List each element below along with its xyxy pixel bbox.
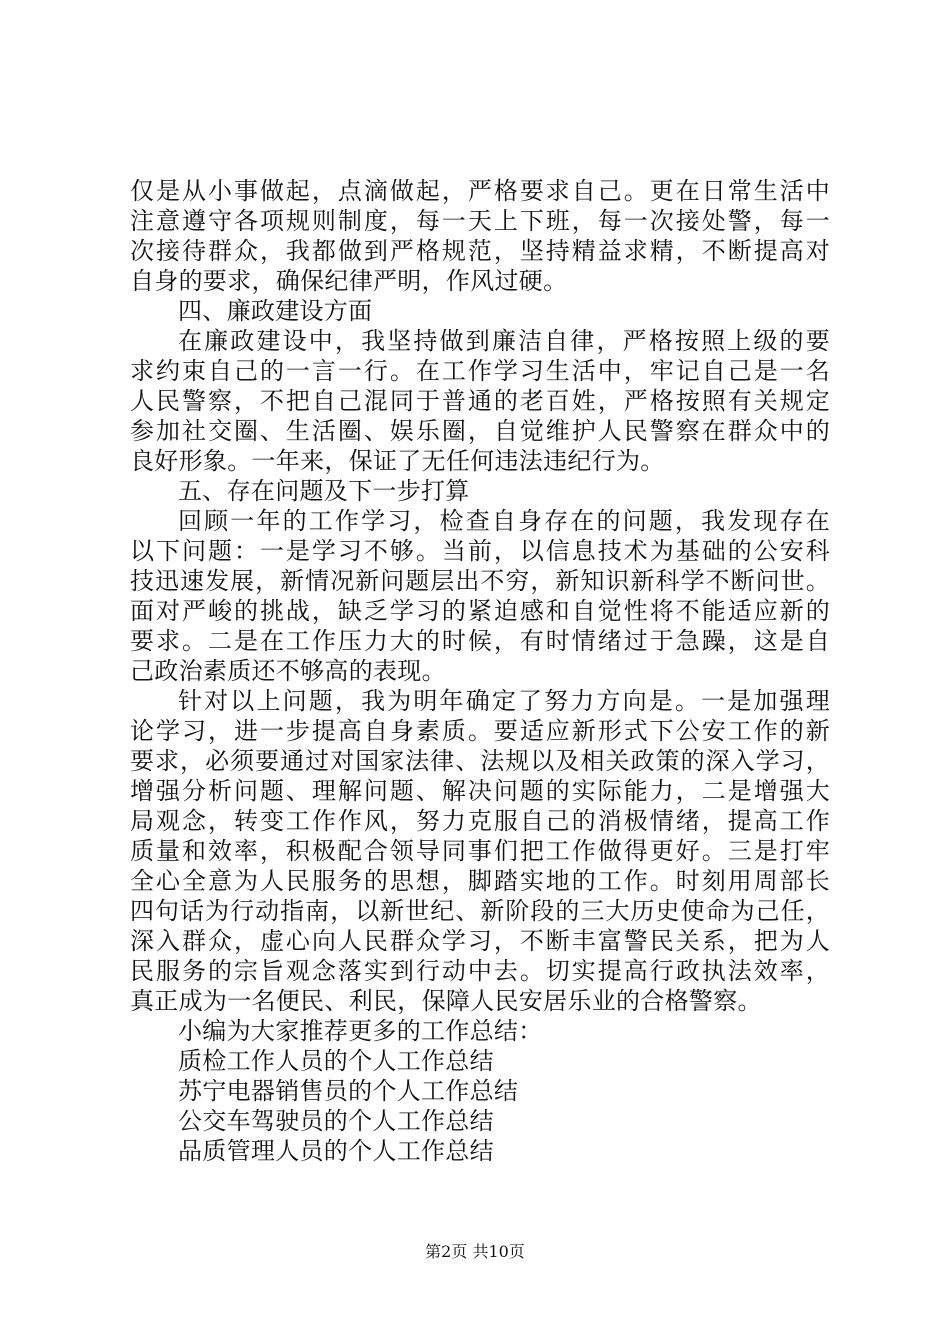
text-line: 真正成为一名便民、利民，保障人民安居乐业的合格警察。 [130,987,762,1015]
text-line: 技迅速发展，新情况新问题层出不穷，新知识新科学不断问世。 [130,567,830,595]
text-line: 仅是从小事做起，点滴做起，严格要求自己。更在日常生活中 [130,177,830,205]
text-line: 针对以上问题，我为明年确定了努力方向是。一是加强理 [178,687,830,715]
text-line: 要求。二是在工作压力大的时候，有时情绪过于急躁，这是自 [130,627,830,655]
text-line: 人民警察，不把自己混同于普通的老百姓，严格按照有关规定 [130,387,830,415]
related-link[interactable]: 质检工作人员的个人工作总结 [178,1047,494,1075]
text-line: 论学习，进一步提高自身素质。要适应新形式下公安工作的新 [130,717,830,745]
text-line: 全心全意为人民服务的思想，脚踏实地的工作。时刻用周部长 [130,867,830,895]
text-line: 局观念，转变工作作风，努力克服自己的消极情绪，提高工作 [130,807,830,835]
related-link[interactable]: 苏宁电器销售员的个人工作总结 [178,1077,519,1105]
section-heading: 五、存在问题及下一步打算 [178,477,470,505]
text-line: 民服务的宗旨观念落实到行动中去。切实提高行政执法效率， [130,957,830,985]
text-line: 以下问题：一是学习不够。当前，以信息技术为基础的公安科 [130,537,830,565]
text-line: 面对严峻的挑战，缺乏学习的紧迫感和自觉性将不能适应新的 [130,597,830,625]
text-line: 注意遵守各项规则制度，每一天上下班，每一次接处警，每一 [130,207,830,235]
text-line: 增强分析问题、理解问题、解决问题的实际能力，二是增强大 [130,777,830,805]
text-line: 小编为大家推荐更多的工作总结： [178,1017,543,1045]
related-link[interactable]: 公交车驾驶员的个人工作总结 [178,1107,494,1135]
text-line: 求约束自己的一言一行。在工作学习生活中，牢记自己是一名 [130,357,830,385]
text-line: 次接待群众，我都做到严格规范，坚持精益求精，不断提高对 [130,237,830,265]
related-link[interactable]: 品质管理人员的个人工作总结 [178,1137,494,1165]
text-line: 在廉政建设中，我坚持做到廉洁自律，严格按照上级的要 [178,327,830,355]
text-line: 己政治素质还不够高的表现。 [130,657,446,685]
text-line: 四句话为行动指南，以新世纪、新阶段的三大历史使命为己任， [130,897,830,925]
text-line: 良好形象。一年来，保证了无任何违法违纪行为。 [130,447,665,475]
section-heading: 四、廉政建设方面 [178,297,373,325]
text-line: 自身的要求，确保纪律严明，作风过硬。 [130,267,568,295]
text-line: 回顾一年的工作学习，检查自身存在的问题，我发现存在 [178,507,830,535]
page-indicator: 第2页 共10页 [425,1242,525,1261]
text-line: 质量和效率，积极配合领导同事们把工作做得更好。三是打牢 [130,837,830,865]
text-line: 要求，必须要通过对国家法律、法规以及相关政策的深入学习， [130,747,830,775]
document-body [130,176,830,1166]
text-line: 参加社交圈、生活圈、娱乐圈，自觉维护人民警察在群众中的 [130,417,830,445]
text-line: 深入群众，虚心向人民群众学习，不断丰富警民关系，把为人 [130,927,830,955]
